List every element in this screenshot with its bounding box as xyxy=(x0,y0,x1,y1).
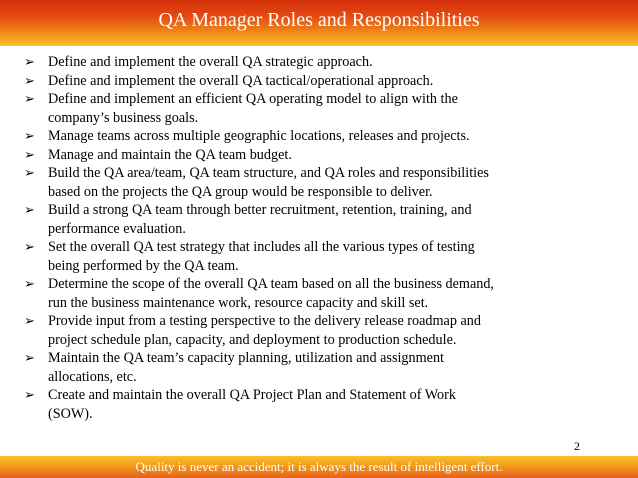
bullet-item xyxy=(24,90,564,127)
bullet-text-line: being performed by the QA team. xyxy=(48,257,239,274)
bullet-item xyxy=(24,201,564,238)
bullet-text-line: project schedule plan, capacity, and deployment to production schedule. xyxy=(48,331,457,348)
bullet-text-line: Build a strong QA team through better recruitment, retention, training, and xyxy=(48,202,472,218)
slide-header xyxy=(0,0,638,46)
bullet-text-line: based on the projects the QA group would be responsible to deliver. xyxy=(48,183,433,200)
bullet-text-line: Define and implement an efficient QA operating model to align with the xyxy=(48,91,458,107)
page-number: 2 xyxy=(574,439,580,453)
arrow-bullet-icon: ➢ xyxy=(24,165,35,180)
arrow-bullet-icon: ➢ xyxy=(24,387,35,402)
bullet-text-line: Determine the scope of the overall QA team based on all the business demand, xyxy=(48,276,494,292)
arrow-bullet-icon: ➢ xyxy=(24,350,35,365)
bullet-text-line: Create and maintain the overall QA Project Plan and Statement of Work xyxy=(48,387,456,403)
bullet-text-line: Maintain the QA team’s capacity planning, utilization and assignment xyxy=(48,350,444,366)
bullet-item xyxy=(24,146,564,165)
bullet-text-line: Define and implement the overall QA strategic approach. xyxy=(48,54,373,70)
bullet-item xyxy=(24,312,564,349)
footer-quote: Quality is never an accident; it is always the result of intelligent effort. xyxy=(135,459,503,474)
bullet-item xyxy=(24,275,564,312)
slide-footer xyxy=(0,456,638,478)
bullet-text-line: Manage and maintain the QA team budget. xyxy=(48,146,292,163)
bullet-text-line: Build the QA area/team, QA team structure, and QA roles and responsibilities xyxy=(48,165,489,181)
bullet-text-line: performance evaluation. xyxy=(48,220,186,237)
arrow-bullet-icon: ➢ xyxy=(24,91,35,106)
bullet-item xyxy=(24,349,564,386)
bullet-item xyxy=(24,127,564,146)
arrow-bullet-icon: ➢ xyxy=(24,146,35,162)
bullet-item xyxy=(24,386,564,423)
slide-content xyxy=(24,53,564,423)
bullet-text-line: Provide input from a testing perspective to the delivery release roadmap and xyxy=(48,313,481,329)
bullet-text-line: company’s business goals. xyxy=(48,109,199,126)
bullet-text-line: (SOW). xyxy=(48,405,93,422)
bullet-item xyxy=(24,238,564,275)
bullet-text-line: Define and implement the overall QA tactical/operational approach. xyxy=(48,72,434,89)
arrow-bullet-icon: ➢ xyxy=(24,202,35,217)
bullet-text-line: Set the overall QA test strategy that includes all the various types of testing xyxy=(48,239,475,255)
bullet-item xyxy=(24,53,564,72)
arrow-bullet-icon: ➢ xyxy=(24,276,35,291)
arrow-bullet-icon: ➢ xyxy=(24,313,35,328)
arrow-bullet-icon: ➢ xyxy=(24,128,35,143)
bullet-text-line: allocations, etc. xyxy=(48,368,137,385)
slide-title: QA Manager Roles and Responsibilities xyxy=(158,8,480,31)
bullet-list xyxy=(24,53,564,423)
arrow-bullet-icon: ➢ xyxy=(24,72,35,88)
bullet-text-line: run the business maintenance work, resource capacity and skill set. xyxy=(48,294,429,311)
bullet-item xyxy=(24,164,564,201)
bullet-text-line: Manage teams across multiple geographic locations, releases and projects. xyxy=(48,128,470,144)
arrow-bullet-icon: ➢ xyxy=(24,239,35,254)
bullet-item xyxy=(24,72,564,91)
arrow-bullet-icon: ➢ xyxy=(24,54,35,69)
